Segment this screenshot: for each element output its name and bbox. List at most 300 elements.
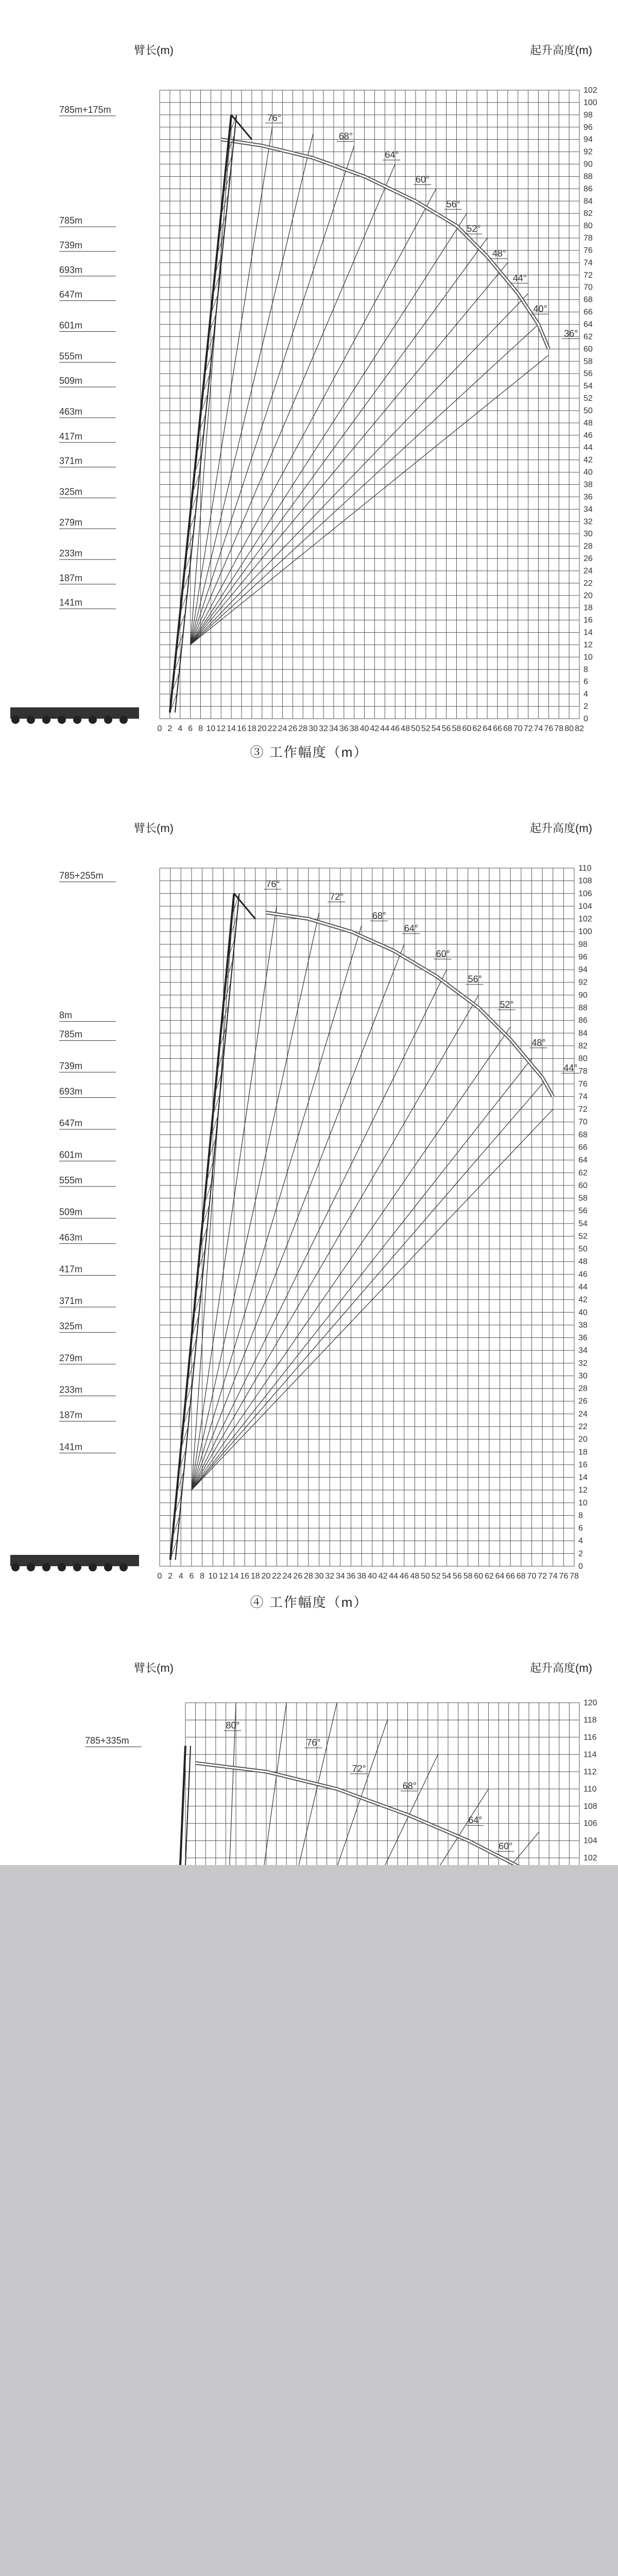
y-tick-label: 40: [583, 468, 593, 477]
boom-length-label: 371m: [59, 1295, 83, 1306]
x-tick-label: 12: [216, 724, 226, 733]
boom-angle-ray: [191, 263, 508, 645]
y-tick-label: 60: [583, 345, 593, 354]
x-tick-label: 50: [421, 1572, 430, 1581]
boom-mast: [180, 1746, 185, 1865]
x-tick-label: 14: [229, 1572, 239, 1581]
boom-length-label: 601m: [59, 320, 83, 331]
x-tick-label: 48: [401, 724, 410, 733]
y-tick-label: 102: [578, 914, 592, 924]
y-tick-label: 110: [583, 1785, 597, 1794]
y-tick-label: 52: [578, 1232, 588, 1241]
y-tick-label: 60: [578, 1181, 588, 1190]
x-tick-label: 24: [278, 724, 287, 733]
y-tick-label: 44: [583, 443, 593, 452]
y-tick-label: 28: [583, 542, 593, 551]
angle-label: 60°: [499, 1841, 513, 1852]
y-tick-label: 74: [583, 258, 593, 267]
crane-wheel: [89, 716, 97, 724]
angle-label: 64°: [468, 1815, 483, 1826]
x-tick-label: 2: [167, 724, 173, 733]
x-tick-label: 20: [261, 1572, 271, 1581]
boom-length-label: 693m: [59, 1086, 83, 1097]
y-tick-label: 8: [578, 1511, 583, 1520]
x-tick-label: 74: [548, 1572, 558, 1581]
y-tick-label: 70: [583, 283, 593, 292]
boom-length-label: 647m: [59, 289, 83, 300]
boom-length-label: 187m: [59, 1410, 83, 1420]
boom-length-label: 785+335m: [85, 1735, 129, 1746]
angle-label: 60°: [436, 948, 450, 959]
y-tick-label: 8: [583, 665, 588, 674]
right-axis-title: 起升高度(m): [530, 44, 592, 57]
x-tick-label: 54: [431, 724, 441, 733]
boom-length-label: 509m: [59, 376, 83, 386]
chart-5: [0, 1654, 618, 1865]
x-tick-label: 38: [349, 724, 359, 733]
x-tick-label: 64: [495, 1572, 505, 1581]
y-tick-label: 36: [583, 493, 593, 502]
crane-wheel: [42, 1563, 50, 1571]
x-tick-label: 54: [442, 1572, 452, 1581]
x-tick-label: 36: [339, 724, 349, 733]
x-tick-label: 72: [538, 1572, 547, 1581]
x-tick-label: 40: [359, 724, 369, 733]
y-tick-label: 82: [578, 1041, 588, 1050]
crane-wheel: [27, 1563, 35, 1571]
y-tick-label: 30: [583, 530, 593, 539]
x-tick-label: 70: [513, 724, 523, 733]
y-tick-label: 2: [583, 702, 588, 711]
left-axis-title: 臂长(m): [134, 44, 174, 57]
y-tick-label: 46: [578, 1270, 588, 1279]
y-tick-label: 98: [578, 940, 588, 949]
boom-length-label: 141m: [59, 597, 83, 608]
boom-angle-ray: [191, 238, 487, 645]
y-tick-label: 100: [583, 98, 597, 107]
x-tick-label: 34: [329, 724, 338, 733]
crane-wheel: [11, 716, 20, 724]
y-tick-label: 56: [583, 369, 593, 379]
crane-wheel: [119, 716, 128, 724]
boom-length-label: 141m: [59, 1442, 83, 1452]
boom-length-label: 739m: [59, 240, 83, 250]
boom-length-label: 601m: [59, 1149, 83, 1160]
x-tick-label: 16: [240, 1572, 250, 1581]
y-tick-label: 10: [578, 1498, 588, 1507]
y-tick-label: 38: [583, 480, 593, 489]
right-axis-title: 起升高度(m): [530, 1662, 592, 1674]
x-tick-label: 60: [462, 724, 472, 733]
x-tick-label: 16: [237, 724, 246, 733]
y-tick-label: 28: [578, 1384, 588, 1394]
y-tick-label: 118: [583, 1716, 597, 1725]
boom-angle-ray: [191, 294, 528, 645]
crane-wheel: [58, 1563, 66, 1571]
y-tick-label: 106: [578, 889, 592, 899]
angle-label: 68°: [372, 910, 387, 921]
y-tick-label: 26: [578, 1397, 588, 1406]
boom-angle-ray: [192, 995, 478, 1490]
x-tick-label: 72: [523, 724, 533, 733]
y-tick-label: 76: [583, 246, 593, 255]
y-tick-label: 22: [583, 579, 593, 588]
boom-mast-chord: [185, 1746, 191, 1865]
x-tick-label: 26: [293, 1572, 303, 1581]
x-tick-label: 74: [534, 724, 543, 733]
y-tick-label: 26: [583, 554, 593, 564]
y-tick-label: 20: [583, 591, 593, 600]
x-tick-label: 50: [411, 724, 420, 733]
y-tick-label: 44: [578, 1283, 588, 1292]
y-tick-label: 48: [583, 418, 593, 428]
chart-5-svg: [0, 1654, 618, 1865]
y-tick-label: 56: [578, 1207, 588, 1216]
x-tick-label: 80: [564, 724, 574, 733]
y-tick-label: 100: [578, 927, 592, 937]
y-tick-label: 54: [578, 1219, 588, 1228]
y-tick-label: 34: [583, 505, 593, 514]
x-tick-label: 34: [335, 1572, 345, 1581]
boom-length-label: 279m: [59, 1352, 83, 1363]
y-tick-label: 86: [578, 1016, 588, 1025]
boom-length-label: 785+255m: [59, 870, 104, 881]
y-tick-label: 96: [578, 953, 588, 962]
boom-length-label: 325m: [59, 486, 83, 497]
y-tick-label: 92: [578, 978, 588, 987]
crane-wheel: [73, 716, 81, 724]
y-tick-label: 36: [578, 1333, 588, 1343]
y-tick-label: 6: [583, 677, 588, 687]
y-tick-label: 94: [583, 135, 593, 144]
x-tick-label: 76: [544, 724, 554, 733]
y-tick-label: 58: [578, 1194, 588, 1203]
y-tick-label: 0: [583, 715, 588, 723]
x-tick-label: 78: [570, 1572, 579, 1581]
x-tick-label: 52: [431, 1572, 441, 1581]
x-tick-label: 28: [304, 1572, 313, 1581]
x-tick-label: 66: [506, 1572, 516, 1581]
x-tick-label: 22: [272, 1572, 281, 1581]
x-tick-label: 12: [218, 1572, 228, 1581]
y-tick-label: 38: [578, 1320, 588, 1330]
y-tick-label: 14: [578, 1473, 588, 1482]
y-tick-label: 20: [578, 1435, 588, 1444]
angle-label: 48°: [531, 1037, 546, 1048]
y-tick-label: 64: [583, 320, 593, 329]
angle-label: 80°: [226, 1720, 240, 1731]
y-tick-label: 86: [583, 184, 593, 194]
x-tick-label: 68: [503, 724, 512, 733]
y-tick-label: 64: [578, 1156, 588, 1165]
y-tick-label: 90: [583, 160, 593, 169]
y-tick-label: 72: [578, 1105, 588, 1114]
x-tick-label: 14: [227, 724, 236, 733]
angle-label: 56°: [468, 974, 482, 985]
x-tick-label: 42: [378, 1572, 388, 1581]
x-tick-label: 4: [178, 1572, 183, 1581]
y-tick-label: 84: [578, 1029, 588, 1038]
y-tick-label: 112: [583, 1767, 597, 1776]
chart-4-svg: [0, 809, 618, 1592]
y-tick-label: 58: [583, 357, 593, 366]
x-tick-label: 8: [198, 724, 203, 733]
x-tick-label: 62: [484, 1572, 494, 1581]
x-tick-label: 70: [527, 1572, 537, 1581]
chart-3-svg: [0, 31, 618, 762]
x-tick-label: 20: [257, 724, 267, 733]
angle-label: 52°: [500, 999, 514, 1010]
x-tick-label: 48: [410, 1572, 420, 1581]
boom-length-label: 325m: [59, 1321, 83, 1332]
y-tick-label: 102: [583, 86, 597, 95]
y-tick-label: 66: [583, 308, 593, 317]
x-tick-label: 52: [421, 724, 431, 733]
y-tick-label: 106: [583, 1819, 597, 1828]
y-tick-label: 72: [583, 270, 593, 280]
y-tick-label: 82: [583, 209, 593, 218]
x-tick-label: 40: [367, 1572, 377, 1581]
y-tick-label: 42: [583, 455, 593, 465]
angle-label: 64°: [385, 149, 399, 160]
y-tick-label: 50: [578, 1245, 588, 1254]
right-axis-title: 起升高度(m): [530, 822, 592, 835]
y-tick-label: 12: [583, 640, 593, 650]
y-tick-label: 6: [578, 1524, 583, 1533]
boom-length-label: 509m: [59, 1207, 83, 1217]
y-tick-label: 68: [578, 1130, 588, 1140]
y-tick-label: 0: [578, 1562, 583, 1571]
angle-label: 36°: [564, 328, 578, 339]
chart-4-caption: ④ 工作幅度（m）: [250, 1595, 368, 1610]
x-tick-label: 8: [200, 1572, 205, 1581]
y-tick-label: 98: [583, 110, 593, 120]
y-tick-label: 40: [578, 1308, 588, 1317]
y-tick-label: 90: [578, 991, 588, 1000]
boom-length-label: 233m: [59, 548, 83, 559]
boom-length-label: 187m: [59, 572, 83, 583]
boom-length-label: 463m: [59, 406, 83, 417]
angle-label: 76°: [266, 878, 280, 889]
x-tick-label: 38: [357, 1572, 367, 1581]
boom-length-label: 785m: [59, 215, 83, 226]
x-tick-label: 58: [463, 1572, 473, 1581]
x-tick-label: 82: [575, 724, 584, 733]
y-tick-label: 42: [578, 1295, 588, 1304]
y-tick-label: 80: [578, 1054, 588, 1063]
angle-label: 68°: [338, 131, 353, 142]
y-tick-label: 62: [583, 332, 593, 342]
y-tick-label: 2: [578, 1549, 583, 1558]
y-tick-label: 30: [578, 1371, 588, 1381]
y-tick-label: 10: [583, 653, 593, 662]
y-tick-label: 22: [578, 1422, 588, 1431]
x-tick-label: 6: [189, 1572, 194, 1581]
crane-wheel: [58, 716, 66, 724]
y-tick-label: 116: [583, 1733, 597, 1742]
x-tick-label: 10: [206, 724, 216, 733]
angle-label: 72°: [352, 1763, 366, 1774]
crane-wheel: [119, 1563, 128, 1571]
boom-length-label: 417m: [59, 431, 83, 442]
boom-length-label: 785m+175m: [59, 104, 111, 115]
x-tick-label: 32: [325, 1572, 335, 1581]
x-tick-label: 56: [441, 724, 451, 733]
boom-length-label: 8m: [59, 1010, 73, 1021]
y-tick-label: 16: [578, 1460, 588, 1469]
y-tick-label: 108: [578, 876, 592, 886]
x-tick-label: 76: [559, 1572, 569, 1581]
gray-overlay: [0, 1865, 618, 2576]
y-tick-label: 68: [583, 295, 593, 304]
boom-length-label: 371m: [59, 455, 83, 466]
x-tick-label: 60: [474, 1572, 484, 1581]
x-tick-label: 30: [308, 724, 318, 733]
boom-length-label: 417m: [59, 1264, 83, 1275]
y-tick-label: 104: [578, 902, 592, 911]
x-tick-label: 62: [472, 724, 482, 733]
y-tick-label: 74: [578, 1092, 588, 1101]
angle-label: 40°: [533, 303, 547, 314]
y-tick-label: 66: [578, 1143, 588, 1152]
y-tick-label: 12: [578, 1486, 588, 1495]
chart-1-plot: [10, 822, 592, 1581]
x-tick-label: 44: [389, 1572, 399, 1581]
angle-label: 52°: [467, 224, 481, 234]
x-tick-label: 24: [282, 1572, 292, 1581]
crane-wheel: [73, 1563, 81, 1571]
boom-length-label: 647m: [59, 1118, 83, 1129]
angle-label: 64°: [404, 923, 418, 934]
x-tick-label: 4: [178, 724, 183, 733]
x-tick-label: 28: [298, 724, 308, 733]
y-tick-label: 102: [583, 1854, 597, 1863]
angle-label: 60°: [415, 174, 430, 185]
y-tick-label: 14: [583, 628, 593, 637]
x-tick-label: 42: [370, 724, 380, 733]
y-tick-label: 50: [583, 406, 593, 415]
y-tick-label: 46: [583, 431, 593, 440]
y-tick-label: 78: [578, 1067, 588, 1076]
x-tick-label: 46: [390, 724, 400, 733]
boom-length-label: 555m: [59, 1175, 83, 1185]
boom-angle-ray: [191, 355, 549, 645]
y-tick-label: 54: [583, 382, 593, 391]
y-tick-label: 34: [578, 1346, 588, 1355]
x-tick-label: 30: [314, 1572, 324, 1581]
left-axis-title: 臂长(m): [134, 1662, 174, 1674]
y-tick-label: 88: [583, 172, 593, 181]
angle-label: 44°: [563, 1063, 578, 1074]
y-tick-label: 108: [583, 1802, 597, 1811]
crane-wheel: [42, 716, 50, 724]
angle-label: 56°: [446, 199, 460, 210]
x-tick-label: 32: [319, 724, 328, 733]
y-tick-label: 114: [583, 1750, 597, 1759]
boom-length-label: 279m: [59, 517, 83, 528]
angle-label: 72°: [330, 891, 344, 902]
y-tick-label: 96: [583, 123, 593, 132]
boom-length-label: 739m: [59, 1061, 83, 1072]
x-tick-label: 36: [346, 1572, 356, 1581]
x-tick-label: 10: [208, 1572, 218, 1581]
chart-0-plot: [10, 44, 597, 733]
y-tick-label: 24: [583, 566, 593, 575]
y-tick-label: 94: [578, 965, 588, 975]
y-tick-label: 78: [583, 234, 593, 243]
x-tick-label: 46: [399, 1572, 409, 1581]
boom-length-label: 463m: [59, 1232, 83, 1243]
boom-angle-ray: [191, 213, 467, 645]
crane-wheel: [104, 716, 112, 724]
y-tick-label: 48: [578, 1257, 588, 1266]
y-tick-label: 18: [578, 1448, 588, 1457]
y-tick-label: 88: [578, 1004, 588, 1012]
x-tick-label: 56: [453, 1572, 462, 1581]
y-tick-label: 120: [583, 1699, 597, 1707]
y-tick-label: 24: [578, 1410, 588, 1419]
angle-label: 48°: [492, 248, 507, 259]
x-tick-label: 0: [157, 724, 162, 733]
x-tick-label: 68: [516, 1572, 526, 1581]
boom-length-label: 693m: [59, 264, 83, 275]
x-tick-label: 6: [188, 724, 193, 733]
y-tick-label: 84: [583, 197, 593, 206]
x-tick-label: 44: [380, 724, 390, 733]
x-tick-label: 22: [267, 724, 277, 733]
crane-wheel: [89, 1563, 97, 1571]
angle-label: 44°: [512, 273, 527, 283]
crane-wheel: [27, 716, 35, 724]
x-tick-label: 58: [452, 724, 461, 733]
chart-3-caption: ③ 工作幅度（m）: [250, 744, 368, 760]
crane-wheel: [11, 1563, 20, 1571]
x-tick-label: 18: [247, 724, 256, 733]
x-tick-label: 0: [157, 1572, 162, 1581]
y-tick-label: 4: [583, 690, 588, 699]
y-tick-label: 110: [578, 864, 592, 873]
boom-length-label: 233m: [59, 1384, 83, 1395]
boom-length-label: 555m: [59, 351, 83, 362]
left-axis-title: 臂长(m): [134, 822, 174, 835]
y-tick-label: 32: [578, 1359, 588, 1368]
x-tick-label: 64: [483, 724, 492, 733]
y-tick-label: 80: [583, 222, 593, 231]
chart-3: [0, 31, 618, 762]
y-tick-label: 62: [578, 1168, 588, 1178]
x-tick-label: 2: [168, 1572, 173, 1581]
angle-label: 76°: [267, 112, 281, 123]
y-tick-label: 76: [578, 1079, 588, 1089]
y-tick-label: 16: [583, 616, 593, 625]
crane-wheel: [104, 1563, 112, 1571]
angle-label: 76°: [306, 1737, 321, 1748]
angle-label: 68°: [402, 1781, 417, 1791]
x-tick-label: 26: [288, 724, 298, 733]
y-tick-label: 18: [583, 603, 593, 613]
y-tick-label: 92: [583, 147, 593, 157]
y-tick-label: 70: [578, 1117, 588, 1127]
y-tick-label: 104: [583, 1836, 597, 1845]
y-tick-label: 52: [583, 394, 593, 403]
x-tick-label: 66: [493, 724, 502, 733]
chart-4: [0, 809, 618, 1592]
x-tick-label: 18: [250, 1572, 260, 1581]
boom-length-label: 785m: [59, 1029, 83, 1040]
y-tick-label: 32: [583, 517, 593, 527]
y-tick-label: 4: [578, 1536, 583, 1546]
x-tick-label: 78: [554, 724, 564, 733]
